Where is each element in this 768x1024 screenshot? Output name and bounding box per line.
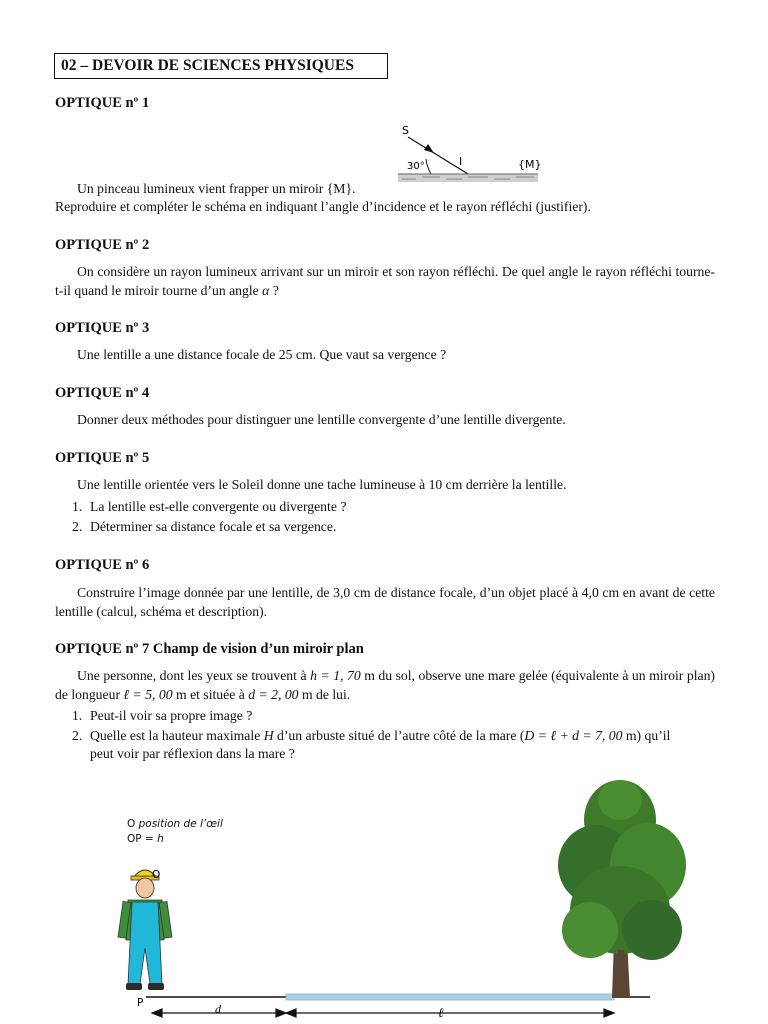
section-heading-optique-1: OPTIQUE nº 1 <box>55 95 150 111</box>
optique-7-item-1: 1. Peut-il voir sa propre image ? <box>72 708 253 723</box>
person-illustration <box>118 870 172 990</box>
frozen-pond-mirror <box>286 994 614 1000</box>
page-title: 02 – DEVOIR DE SCIENCES PHYSIQUES <box>54 53 388 79</box>
optique-1-line-1: Un pinceau lumineux vient frapper un miroir {M}. <box>77 181 356 196</box>
section-heading-optique-5: OPTIQUE nº 5 <box>55 450 150 466</box>
ray-arrow <box>424 144 434 153</box>
l-label: ℓ <box>438 1005 444 1020</box>
dimension-l <box>286 1009 614 1017</box>
optique-7-item-2: 2. Quelle est la hauteur maximale H d’un arbuste situé de l’autre côté de la mare (D = ℓ + d = 7, 00 m) qu’il <box>72 728 671 743</box>
optique-2-text: On considère un rayon lumineux arrivant sur un miroir et son rayon réfléchi. De quel angle le rayon réfléchi tourne-t-il quand le miroir tourne d’un angle α ? <box>55 264 715 298</box>
section-heading-optique-4: OPTIQUE nº 4 <box>55 385 150 401</box>
section-heading-optique-2: OPTIQUE nº 2 <box>55 237 150 253</box>
section-heading-optique-7: OPTIQUE nº 7 Champ de vision d’un miroir plan <box>55 641 364 657</box>
field-of-view-figure <box>0 770 768 1024</box>
alpha-symbol: α <box>262 282 270 298</box>
tree-illustration <box>558 780 686 998</box>
eye-label: O <box>152 869 161 881</box>
left-boot <box>126 983 142 990</box>
foot-label: P <box>137 997 144 1009</box>
section-heading-optique-6: OPTIQUE nº 6 <box>55 557 150 573</box>
op-caption: OP = h <box>127 833 164 845</box>
face <box>136 878 154 898</box>
mirror-incidence-diagram <box>396 122 546 184</box>
optique-4-text: Donner deux méthodes pour distinguer une lentille convergente d’une lentille divergente. <box>77 412 566 427</box>
source-label: S <box>402 124 409 137</box>
optique-5-text: Une lentille orientée vers le Soleil donne une tache lumineuse à 10 cm derrière la lentille. <box>77 477 567 492</box>
optique-5-item-2: 2. Déterminer sa distance focale et sa vergence. <box>72 519 337 534</box>
angle-arc <box>426 159 431 174</box>
optique-7-item-2-cont: peut voir par réflexion dans la mare ? <box>90 746 295 761</box>
optique-5-item-1: 1. La lentille est-elle convergente ou divergente ? <box>72 499 347 514</box>
right-boot <box>148 983 164 990</box>
d-label: d <box>215 1002 221 1016</box>
optique-1-line-2: Reproduire et compléter le schéma en indiquant l’angle d’incidence et le rayon réfléchi (justifier). <box>55 199 591 214</box>
optique-3-text: Une lentille a une distance focale de 25 cm. Que vaut sa vergence ? <box>77 347 447 362</box>
optique-6-text: Construire l’image donnée par une lentille, de 3,0 cm de distance focale, d’un objet placé à 4,0 cm en avant de cette lentille (calcul, schéma et description). <box>55 585 715 619</box>
mirror-label: {M} <box>518 158 542 171</box>
overalls <box>128 902 162 984</box>
section-heading-optique-3: OPTIQUE nº 3 <box>55 320 150 336</box>
angle-label: 30° <box>407 161 425 172</box>
eye-caption: O position de l’œil <box>127 818 223 830</box>
point-label: I <box>459 155 463 168</box>
optique-7-text: Une personne, dont les yeux se trouvent à h = 1, 70 m du sol, observe une mare gelée (équivalente à un miroir plan) de longueur ℓ = 5, 00 m et située à d = 2, 00 m de lui. <box>55 668 715 702</box>
